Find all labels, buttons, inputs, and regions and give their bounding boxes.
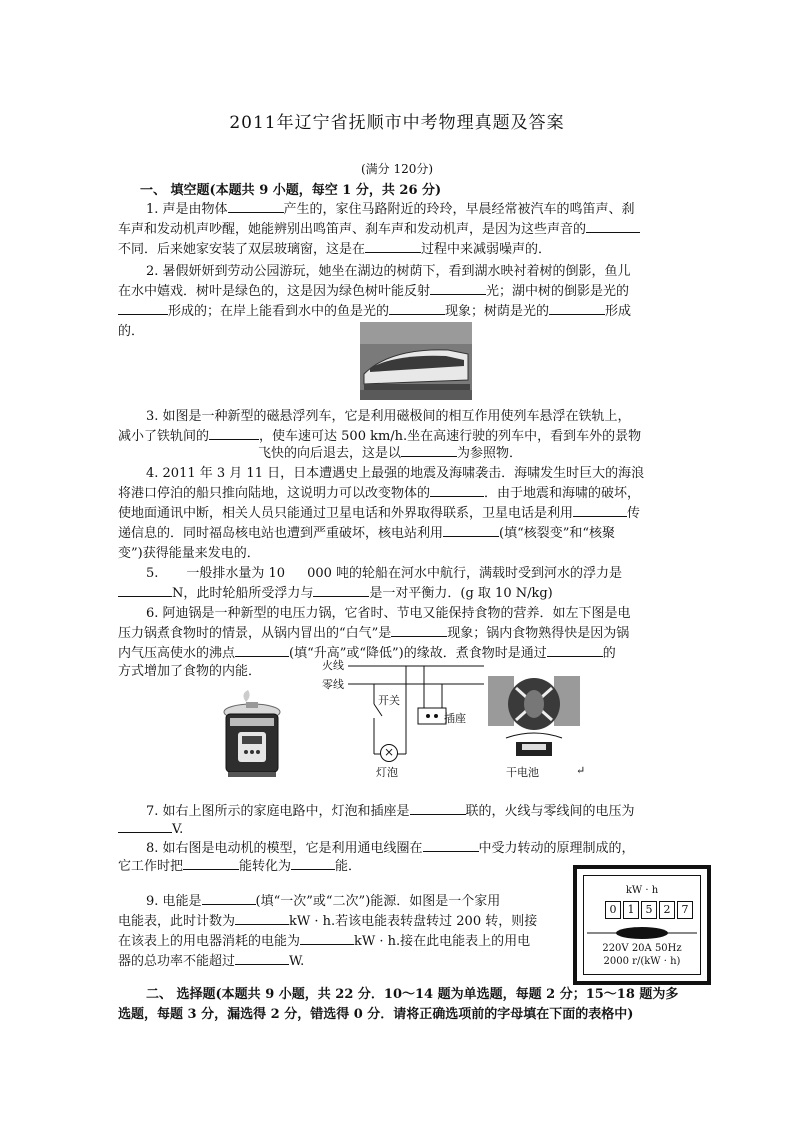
meter-unit: kW · h bbox=[625, 885, 659, 896]
neutral-wire-label: 零线 bbox=[322, 678, 344, 691]
answer-blank[interactable] bbox=[391, 624, 447, 637]
answer-blank[interactable] bbox=[443, 524, 499, 537]
q2-line1: 2. 暑假妍妍到劳动公园游玩，她坐在湖边的树荫下，看到湖水映衬着树的倒影，鱼儿 bbox=[146, 264, 631, 279]
q9-line3: 在该表上的用电器消耗的电能为 kW · h.接在此电能表上的用电 bbox=[118, 934, 531, 949]
answer-blank[interactable] bbox=[235, 912, 289, 925]
answer-blank[interactable] bbox=[313, 584, 369, 597]
score-note: (满分 120分) bbox=[360, 162, 434, 176]
meter-digits bbox=[605, 901, 693, 919]
answer-blank[interactable] bbox=[573, 504, 627, 517]
battery-label: 干电池 bbox=[506, 766, 539, 779]
q9-line1: 9. 电能是 (填“一次”或“二次”)能源．如图是一个家用 bbox=[146, 894, 501, 909]
q1-line3: 不同．后来她家安装了双层玻璃窗，这是在 过程中来减弱噪声的． bbox=[118, 242, 552, 257]
bulb-icon: × bbox=[380, 744, 398, 762]
answer-blank[interactable] bbox=[430, 484, 484, 497]
answer-blank[interactable] bbox=[183, 857, 239, 870]
answer-blank[interactable] bbox=[423, 839, 479, 852]
q2-line4: 的． bbox=[118, 324, 145, 339]
answer-blank[interactable] bbox=[118, 584, 172, 597]
switch-label: 开关 bbox=[378, 694, 400, 707]
section2-heading-line1: 二、 选择题(本题共 9 小题，共 22 分．10～14 题为单选题，每题 2 分；15～18 题为多 bbox=[146, 987, 679, 1002]
section2-heading-line2: 选题，每题 3 分，漏选得 2 分，错选得 0 分．请将正确选项前的字母填在下面的表格中) bbox=[118, 1007, 634, 1022]
maglev-train-image bbox=[360, 322, 472, 400]
q4-line3: 使地面通讯中断，相关人员只能通过卫星电话和外界取得联系，卫星电话是利用 传 bbox=[118, 506, 641, 521]
q7-line1: 7. 如右上图所示的家庭电路中，灯泡和插座是 联的，火线与零线间的电压为 bbox=[146, 804, 635, 819]
meter-digit: 1 bbox=[623, 901, 639, 919]
answer-blank[interactable] bbox=[118, 302, 168, 315]
motor-model-image bbox=[486, 668, 590, 780]
electric-meter bbox=[573, 865, 711, 985]
answer-blank[interactable] bbox=[235, 952, 289, 965]
answer-blank[interactable] bbox=[401, 444, 457, 457]
q5-line2: N，此时轮船所受浮力与 是一对平衡力．(g 取 10 N/kg) bbox=[118, 582, 553, 601]
q3-line1: 3. 如图是一种新型的磁悬浮列车，它是利用磁极间的相互作用使列车悬浮在铁轨上， bbox=[146, 409, 631, 424]
bulb-label: 灯泡 bbox=[376, 766, 398, 779]
q6-line3: 内气压高使水的沸点 (填“升高”或“降低”)的缘故．煮食物时是通过 的 bbox=[118, 646, 616, 661]
q9-line2: 电能表，此时计数为 kW · h.若该电能表转盘转过 200 转，则接 bbox=[118, 914, 538, 929]
q4-line2: 将港口停泊的船只推向陆地，这说明力可以改变物体的 ．由于地震和海啸的破坏， bbox=[118, 486, 641, 501]
answer-blank[interactable] bbox=[430, 282, 486, 295]
answer-blank[interactable] bbox=[202, 892, 256, 905]
meter-digit: 5 bbox=[641, 901, 657, 919]
answer-blank[interactable] bbox=[235, 644, 289, 657]
q2-line3: 形成的；在岸上能看到水中的鱼是光的 现象；树荫是光的 形成 bbox=[118, 300, 631, 319]
q3-line2: 减小了铁轨间的 ，使车速可达 500 km/h.坐在高速行驶的列车中，看到车外的景物 bbox=[118, 429, 642, 444]
q1-line2: 车声和发动机声吵醒，她能辨别出鸣笛声、刹车声和发动机声，是因为这些声音的 bbox=[118, 218, 640, 237]
pressure-cooker-image bbox=[218, 688, 286, 780]
q7-line2: V. bbox=[118, 820, 183, 837]
answer-blank[interactable] bbox=[365, 240, 421, 253]
train-icon bbox=[360, 322, 472, 400]
answer-blank[interactable] bbox=[300, 932, 354, 945]
meter-digit: 2 bbox=[659, 901, 675, 919]
q8-line2: 它工作时把 能转化为 能． bbox=[118, 859, 362, 874]
meter-digit: 7 bbox=[677, 901, 693, 919]
page-title: 2011年辽宁省抚顺市中考物理真题及答案 bbox=[229, 113, 565, 133]
meter-spec-revs: 2000 r/(kW · h) bbox=[603, 956, 681, 967]
q6-line2: 压力锅煮食物时的情景，从锅内冒出的“白气”是 现象；锅内食物熟得快是因为锅 bbox=[118, 626, 630, 641]
meter-spec-rating: 220V 20A 50Hz bbox=[602, 943, 682, 954]
q6-line1: 6. 阿迪锅是一种新型的电压力锅，它省时、节电又能保持食物的营养．如左下图是电 bbox=[146, 606, 631, 621]
answer-blank[interactable] bbox=[209, 427, 259, 440]
q4-line1: 4. 2011 年 3 月 11 日，日本遭遇史上最强的地震及海啸袭击．海啸发生时巨大的海浪 bbox=[146, 466, 645, 481]
q6-line4: 方式增加了食物的内能． bbox=[118, 664, 262, 679]
q5-line1: 5. 一般排水量为 10 000 吨的轮船在河水中航行，满载时受到河水的浮力是 bbox=[146, 566, 623, 581]
answer-blank[interactable] bbox=[586, 220, 640, 233]
q4-line5: 变”)获得能量来发电的． bbox=[118, 546, 260, 561]
q8-line1: 8. 如右图是电动机的模型，它是利用通电线圈在 中受力转动的原理制成的， bbox=[146, 841, 635, 856]
answer-blank[interactable] bbox=[291, 857, 335, 870]
answer-blank[interactable] bbox=[410, 802, 466, 815]
pressure-cooker-icon bbox=[218, 688, 286, 780]
q3-line3: 飞快的向后退去，这是以 为参照物． bbox=[258, 446, 523, 461]
household-circuit-diagram bbox=[318, 656, 486, 778]
return-mark-icon: ↵ bbox=[576, 764, 586, 777]
answer-blank[interactable] bbox=[549, 302, 605, 315]
socket-label: 插座 bbox=[444, 712, 466, 725]
q2-line2: 在水中嬉戏．树叶是绿色的，这是因为绿色树叶能反射 光；湖中树的倒影是光的 bbox=[118, 284, 630, 299]
q9-line4: 器的总功率不能超过 W. bbox=[118, 954, 305, 969]
q1-line1: 1. 声是由物体 产生的，家住马路附近的玲玲，早晨经常被汽车的鸣笛声、刹 bbox=[146, 202, 635, 217]
meter-digit: 0 bbox=[605, 901, 621, 919]
answer-blank[interactable] bbox=[389, 302, 445, 315]
live-wire-label: 火线 bbox=[322, 659, 344, 672]
answer-blank[interactable] bbox=[118, 820, 172, 833]
answer-blank[interactable] bbox=[228, 200, 284, 213]
meter-disk-icon bbox=[587, 925, 697, 939]
section1-heading: 一、 填空题(本题共 9 小题，每空 1 分，共 26 分) bbox=[140, 183, 442, 198]
q4-line4: 递信息的．同时福岛核电站也遭到严重破坏，核电站利用 (填“核裂变”和“核聚 bbox=[118, 526, 616, 541]
answer-blank[interactable] bbox=[547, 644, 603, 657]
